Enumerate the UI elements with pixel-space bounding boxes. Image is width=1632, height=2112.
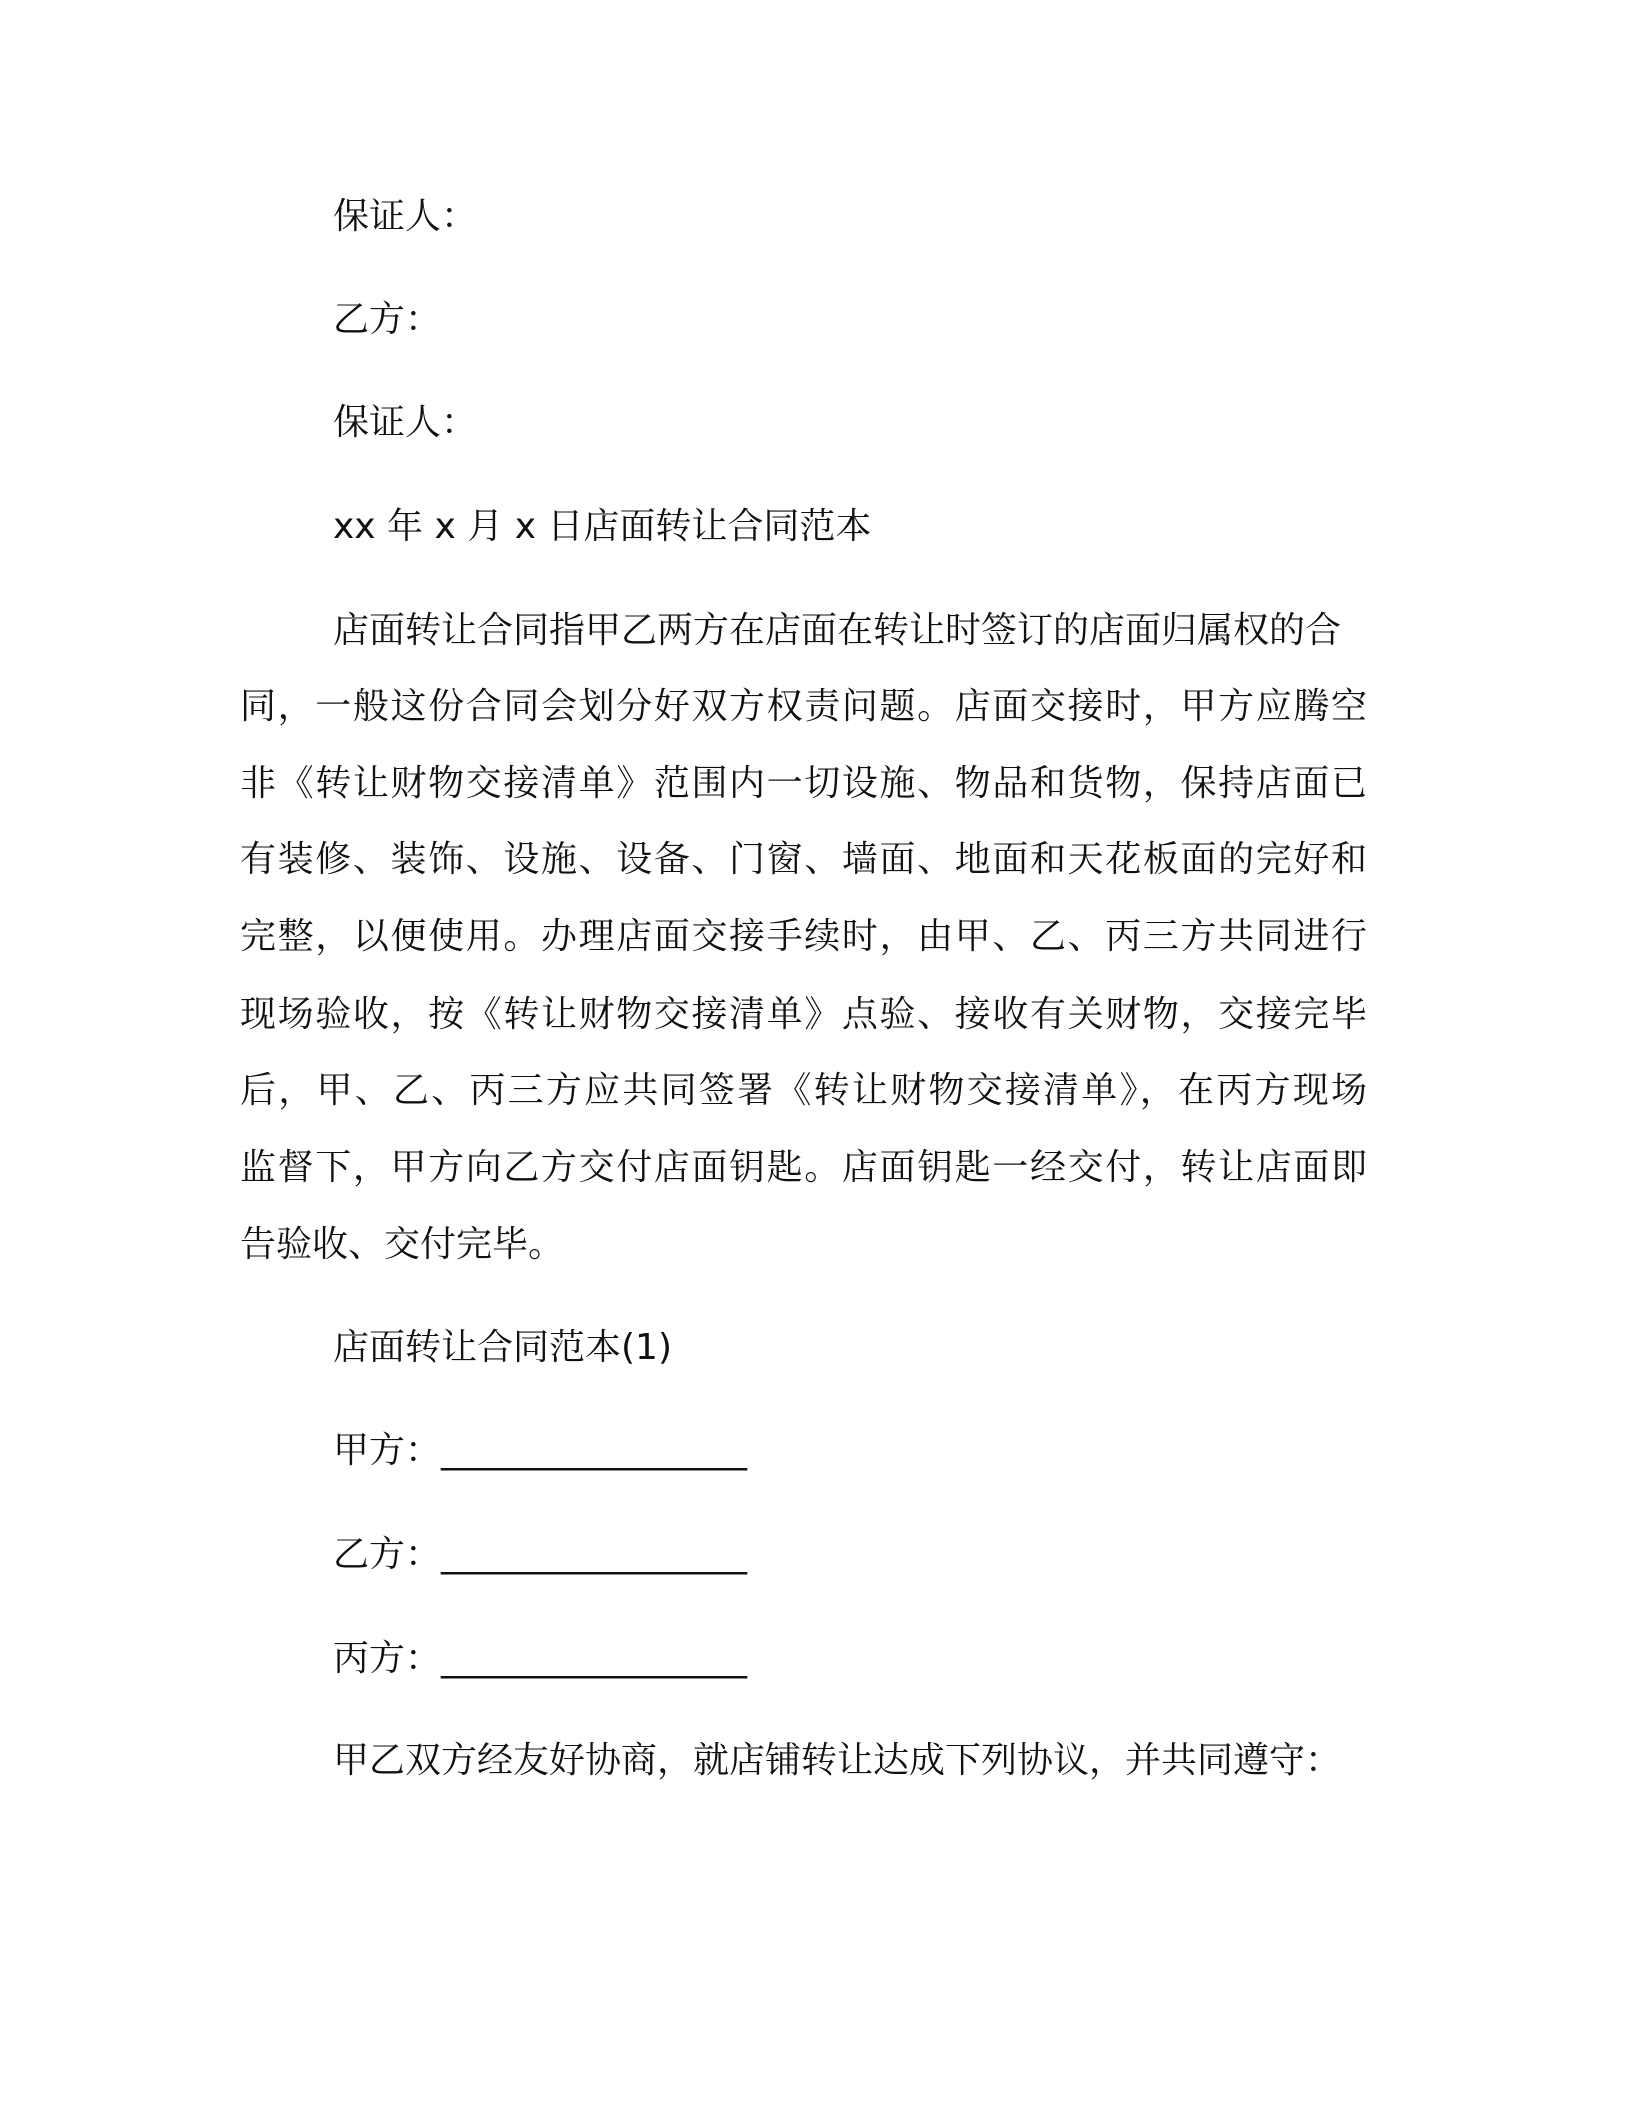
party-b-label: 乙方： bbox=[333, 299, 442, 340]
party-c-field: 丙方：_________________ bbox=[333, 1638, 748, 1679]
paragraph-line: 店面转让合同指甲乙两方在店面在转让时签订的店面归属权的合 bbox=[333, 610, 1342, 651]
guarantor-label: 保证人： bbox=[333, 402, 478, 443]
paragraph-line: 有装修、装饰、设施、设备、门窗、墙面、地面和天花板面的完好和 bbox=[240, 839, 1367, 880]
party-a-field: 甲方：_________________ bbox=[333, 1430, 748, 1471]
party-b-field: 乙方：_________________ bbox=[333, 1534, 748, 1575]
paragraph-line: 监督下，甲方向乙方交付店面钥匙。店面钥匙一经交付，转让店面即 bbox=[240, 1147, 1367, 1188]
paragraph-line: 完整，以便使用。办理店面交接手续时，由甲、乙、丙三方共同进行 bbox=[240, 916, 1367, 957]
paragraph-line: 非《转让财物交接清单》范围内一切设施、物品和货物，保持店面已 bbox=[240, 763, 1367, 804]
paragraph-line: 后，甲、乙、丙三方应共同签署《转让财物交接清单》，在丙方现场 bbox=[240, 1070, 1367, 1111]
paragraph-line: 同，一般这份合同会划分好双方权责问题。店面交接时，甲方应腾空 bbox=[240, 686, 1367, 727]
paragraph-line: 现场验收，按《转让财物交接清单》点验、接收有关财物，交接完毕 bbox=[240, 994, 1367, 1035]
paragraph-line: 告验收、交付完毕。 bbox=[240, 1224, 565, 1265]
template-title: 店面转让合同范本(1) bbox=[333, 1327, 672, 1368]
agreement-intro: 甲乙双方经友好协商，就店铺转让达成下列协议，并共同遵守： bbox=[333, 1740, 1342, 1781]
date-title: xx 年 x 月 x 日店面转让合同范本 bbox=[333, 506, 872, 547]
guarantor-label: 保证人： bbox=[333, 196, 478, 237]
